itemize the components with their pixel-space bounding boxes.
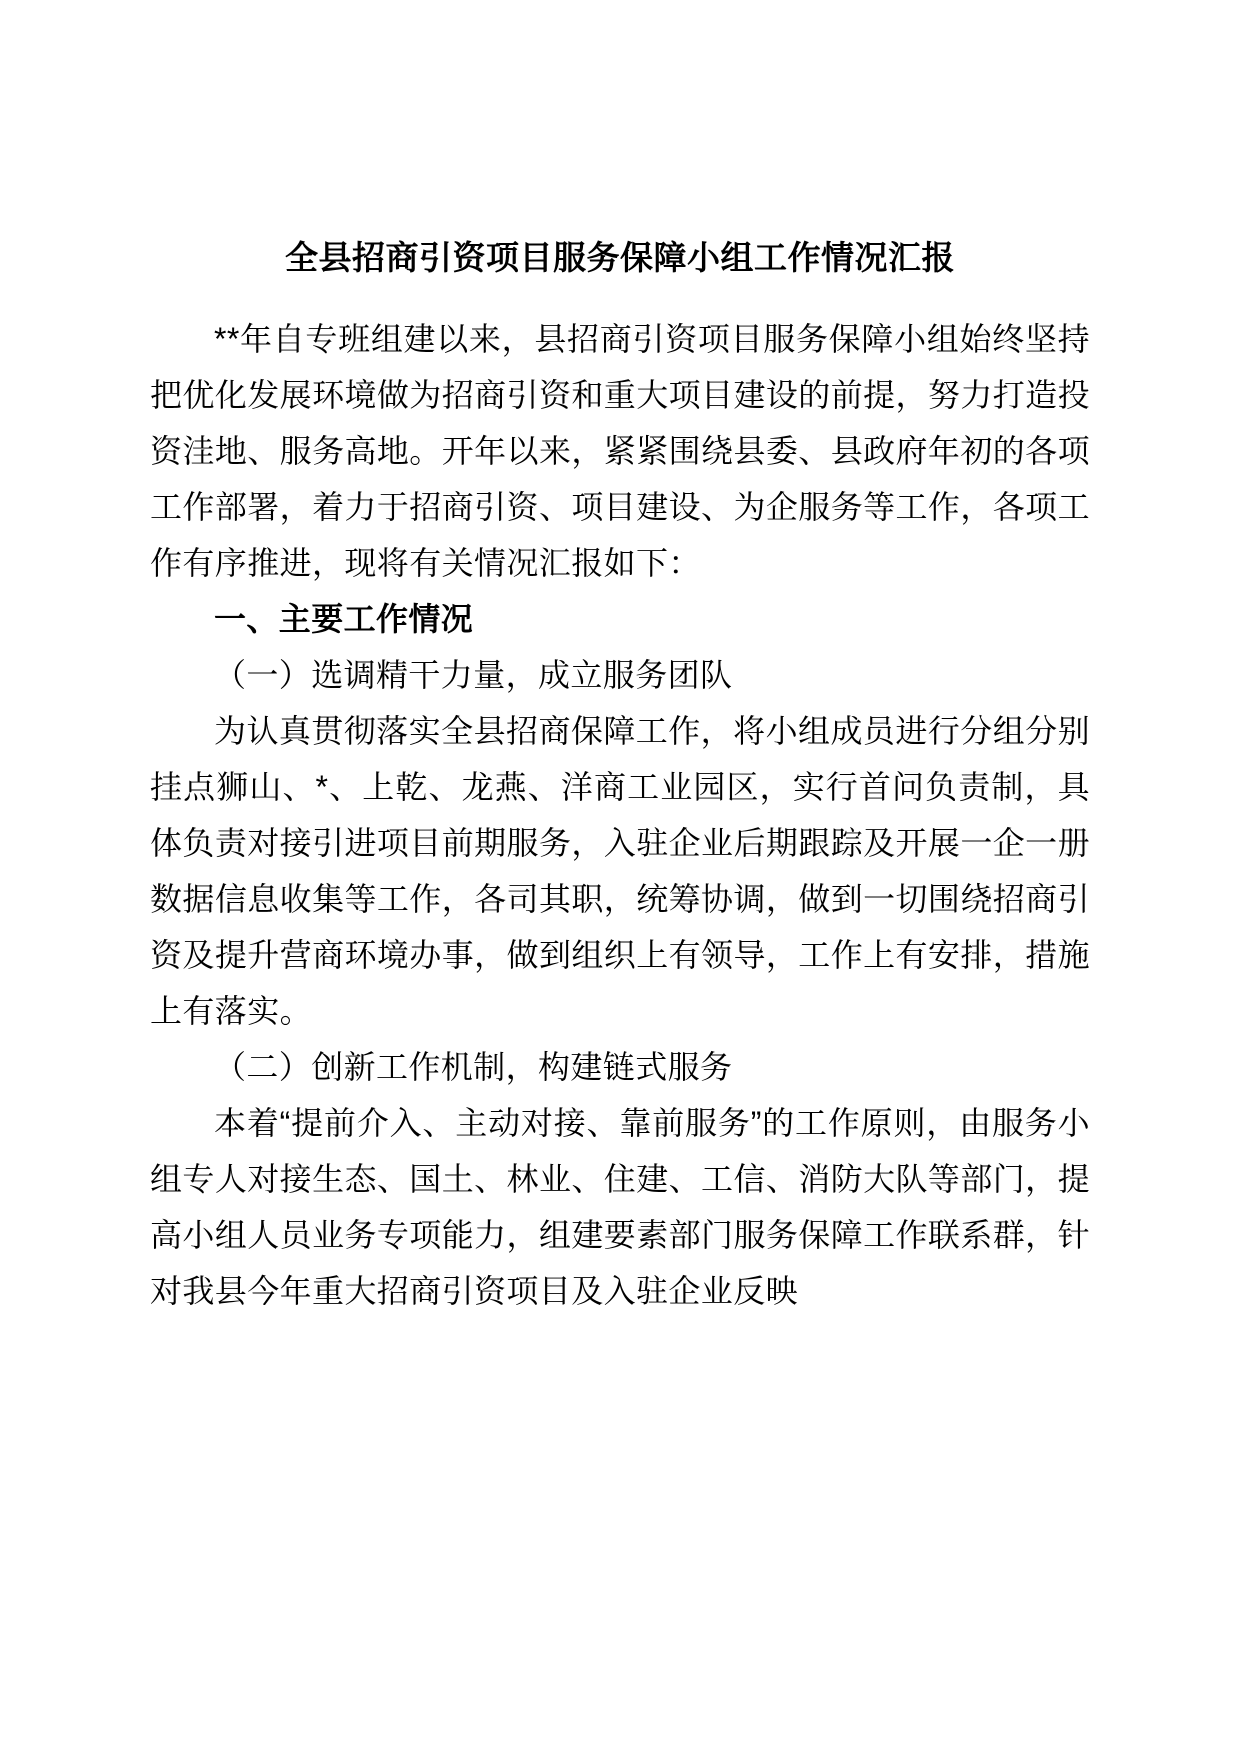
subsection-one-body: 为认真贯彻落实全县招商保障工作，将小组成员进行分组分别挂点狮山、*、上乾、龙燕、洋商工业园区，实行首问负责制，具体负责对接引进项目前期服务，入驻企业后期跟踪及开展一企一册数据信息收集等工作，各司其职，统筹协调，做到一切围绕招商引资及提升营商环境办事，做到组织上有领导，工作上有安排，措施上有落实。 bbox=[150, 712, 1090, 1029]
subsection-heading-two: （二）创新工作机制，构建链式服务 bbox=[214, 1048, 733, 1085]
page-title: 全县招商引资项目服务保障小组工作情况汇报 bbox=[285, 239, 955, 276]
intro-paragraph: **年自专班组建以来，县招商引资项目服务保障小组始终坚持把优化发展环境做为招商引资和重大项目建设的前提，努力打造投资洼地、服务高地。开年以来，紧紧围绕县委、县政府年初的各项工作部署，着力于招商引资、项目建设、为企服务等工作，各项工作有序推进，现将有关情况汇报如下： bbox=[150, 320, 1090, 581]
subsection-heading-one: （一）选调精干力量，成立服务团队 bbox=[214, 656, 733, 693]
subsection-two-body: 本着“提前介入、主动对接、靠前服务”的工作原则，由服务小组专人对接生态、国土、林业、住建、工信、消防大队等部门，提高小组人员业务专项能力，组建要素部门服务保障工作联系群，针对我县今年重大招商引资项目及入驻企业反映 bbox=[150, 1104, 1090, 1309]
section-heading-one: 一、主要工作情况 bbox=[214, 600, 474, 637]
